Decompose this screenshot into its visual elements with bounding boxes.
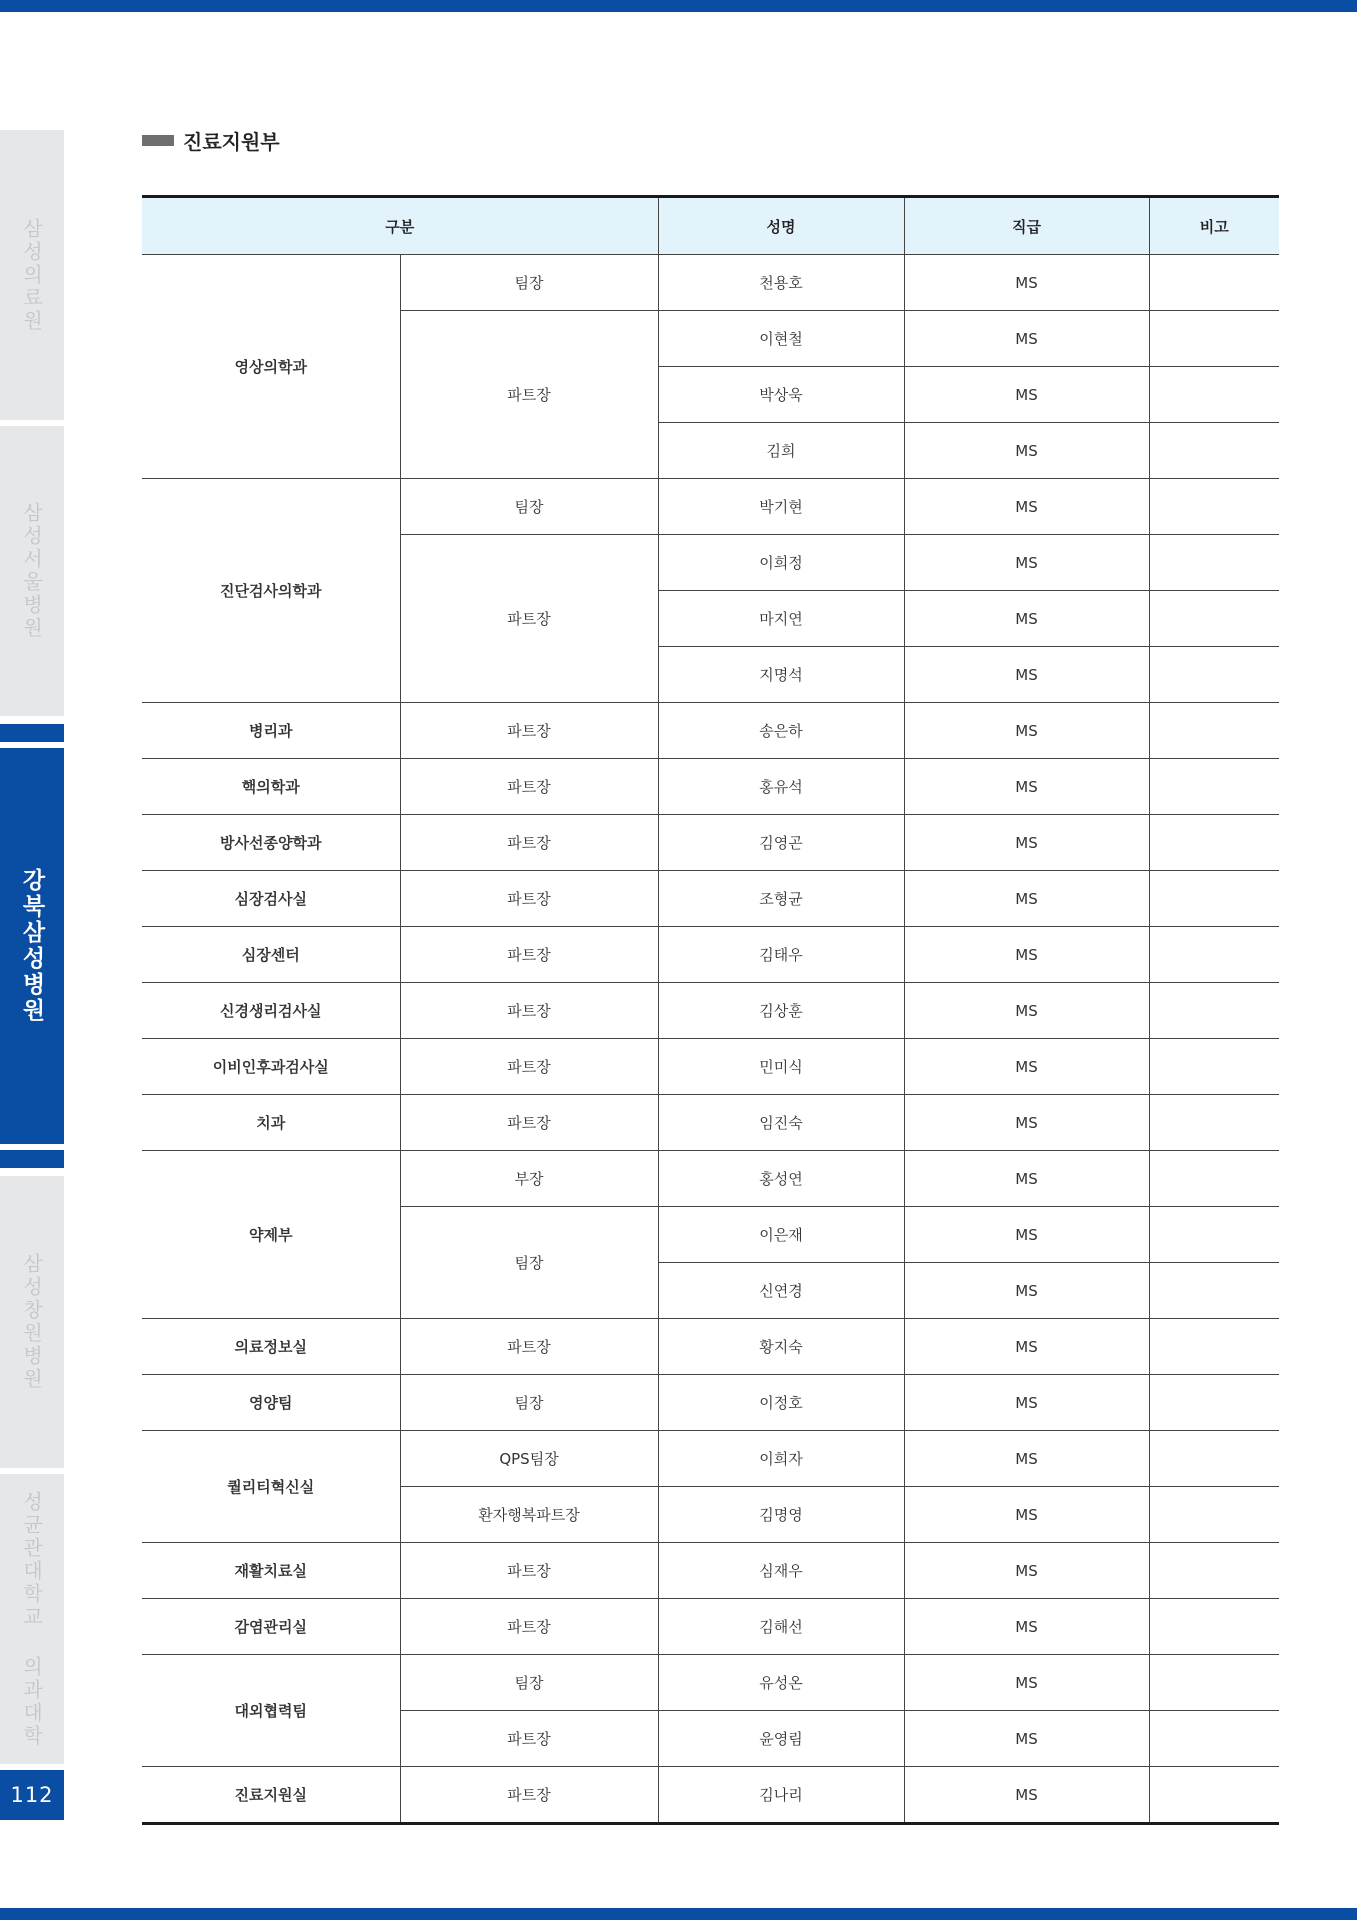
table-row	[142, 479, 1279, 535]
name-cell: 박상욱	[658, 367, 904, 423]
note-cell	[1149, 479, 1279, 535]
table-row	[142, 1543, 1279, 1599]
name-cell: 홍성연	[658, 1151, 904, 1207]
bottom-accent-bar	[0, 1908, 1357, 1920]
name-cell: 이현철	[658, 311, 904, 367]
table-row	[142, 815, 1279, 871]
grade-cell: MS	[904, 367, 1149, 423]
note-cell	[1149, 1543, 1279, 1599]
role-cell: 파트장	[400, 1711, 658, 1767]
department-cell: 병리과	[142, 703, 400, 759]
department-cell: 심장검사실	[142, 871, 400, 927]
name-cell: 홍유석	[658, 759, 904, 815]
table-row	[142, 255, 1279, 311]
note-cell	[1149, 1375, 1279, 1431]
grade-cell: MS	[904, 1319, 1149, 1375]
department-cell: 의료정보실	[142, 1319, 400, 1375]
note-cell	[1149, 1039, 1279, 1095]
grade-cell: MS	[904, 1711, 1149, 1767]
department-cell: 퀄리티혁신실	[142, 1431, 400, 1543]
role-cell: 팀장	[400, 255, 658, 311]
grade-cell: MS	[904, 535, 1149, 591]
grade-cell: MS	[904, 1095, 1149, 1151]
name-cell: 조형균	[658, 871, 904, 927]
grade-cell: MS	[904, 983, 1149, 1039]
role-cell: 파트장	[400, 1543, 658, 1599]
department-cell: 치과	[142, 1095, 400, 1151]
name-cell: 마지연	[658, 591, 904, 647]
role-cell: 팀장	[400, 1375, 658, 1431]
role-cell: 팀장	[400, 479, 658, 535]
name-cell: 김희	[658, 423, 904, 479]
side-tab-samsung-seoul-hospital[interactable]: 삼성서울병원	[0, 426, 64, 716]
active-tab-accent-top	[0, 724, 64, 742]
role-cell: QPS팀장	[400, 1431, 658, 1487]
page-number: 112	[0, 1770, 64, 1820]
department-cell: 진료지원실	[142, 1767, 400, 1824]
role-cell: 파트장	[400, 983, 658, 1039]
name-cell: 김나리	[658, 1767, 904, 1824]
table-row	[142, 983, 1279, 1039]
grade-cell: MS	[904, 759, 1149, 815]
grade-cell: MS	[904, 871, 1149, 927]
grade-cell: MS	[904, 1207, 1149, 1263]
department-cell: 진단검사의학과	[142, 479, 400, 703]
grade-cell: MS	[904, 311, 1149, 367]
note-cell	[1149, 1711, 1279, 1767]
department-cell: 영양팀	[142, 1375, 400, 1431]
header-name: 성명	[658, 197, 904, 255]
name-cell: 김명영	[658, 1487, 904, 1543]
side-tab-kangbuk-samsung-hospital[interactable]: 강북삼성병원	[0, 748, 64, 1144]
section-title: 진료지원부	[183, 130, 280, 154]
grade-cell: MS	[904, 1487, 1149, 1543]
name-cell: 박기현	[658, 479, 904, 535]
name-cell: 윤영림	[658, 1711, 904, 1767]
department-cell: 방사선종양학과	[142, 815, 400, 871]
note-cell	[1149, 927, 1279, 983]
table-row	[142, 1375, 1279, 1431]
role-cell: 파트장	[400, 1599, 658, 1655]
role-cell: 파트장	[400, 1039, 658, 1095]
grade-cell: MS	[904, 1599, 1149, 1655]
department-cell: 감염관리실	[142, 1599, 400, 1655]
name-cell: 이희자	[658, 1431, 904, 1487]
grade-cell: MS	[904, 479, 1149, 535]
note-cell	[1149, 1319, 1279, 1375]
note-cell	[1149, 871, 1279, 927]
department-cell: 이비인후과검사실	[142, 1039, 400, 1095]
note-cell	[1149, 1095, 1279, 1151]
note-cell	[1149, 535, 1279, 591]
name-cell: 이희정	[658, 535, 904, 591]
note-cell	[1149, 1487, 1279, 1543]
side-tab-samsung-changwon-hospital[interactable]: 삼성창원병원	[0, 1176, 64, 1468]
table-row	[142, 1151, 1279, 1207]
name-cell: 김영곤	[658, 815, 904, 871]
name-cell: 심재우	[658, 1543, 904, 1599]
top-accent-bar	[0, 0, 1357, 12]
grade-cell: MS	[904, 927, 1149, 983]
role-cell: 파트장	[400, 759, 658, 815]
header-note: 비고	[1149, 197, 1279, 255]
role-cell: 파트장	[400, 1095, 658, 1151]
grade-cell: MS	[904, 1543, 1149, 1599]
grade-cell: MS	[904, 647, 1149, 703]
note-cell	[1149, 423, 1279, 479]
role-cell: 파트장	[400, 1319, 658, 1375]
department-cell: 핵의학과	[142, 759, 400, 815]
role-cell: 파트장	[400, 311, 658, 479]
name-cell: 민미식	[658, 1039, 904, 1095]
heading-marker-bar	[142, 135, 174, 146]
grade-cell: MS	[904, 591, 1149, 647]
name-cell: 황지숙	[658, 1319, 904, 1375]
name-cell: 지명석	[658, 647, 904, 703]
table-header-row	[142, 197, 1279, 255]
table-row	[142, 1095, 1279, 1151]
grade-cell: MS	[904, 255, 1149, 311]
name-cell: 김상훈	[658, 983, 904, 1039]
grade-cell: MS	[904, 1375, 1149, 1431]
name-cell: 신연경	[658, 1263, 904, 1319]
table-row	[142, 1319, 1279, 1375]
note-cell	[1149, 759, 1279, 815]
grade-cell: MS	[904, 703, 1149, 759]
note-cell	[1149, 1207, 1279, 1263]
role-cell: 파트장	[400, 703, 658, 759]
name-cell: 이정호	[658, 1375, 904, 1431]
header-grade: 직급	[904, 197, 1149, 255]
role-cell: 파트장	[400, 535, 658, 703]
note-cell	[1149, 1599, 1279, 1655]
table-row	[142, 703, 1279, 759]
department-cell: 대외협력팀	[142, 1655, 400, 1767]
department-cell: 심장센터	[142, 927, 400, 983]
note-cell	[1149, 1151, 1279, 1207]
grade-cell: MS	[904, 1431, 1149, 1487]
note-cell	[1149, 983, 1279, 1039]
note-cell	[1149, 647, 1279, 703]
header-category: 구분	[142, 197, 658, 255]
table-row	[142, 1655, 1279, 1711]
staff-roster-table	[142, 195, 1279, 1825]
table-row	[142, 871, 1279, 927]
side-tab-skku-medicine[interactable]: 성균관대학교 의과대학	[0, 1474, 64, 1764]
note-cell	[1149, 255, 1279, 311]
table-row	[142, 1767, 1279, 1824]
role-cell: 팀장	[400, 1655, 658, 1711]
grade-cell: MS	[904, 423, 1149, 479]
section-heading	[142, 126, 280, 155]
table-row	[142, 1039, 1279, 1095]
active-tab-accent-bottom	[0, 1150, 64, 1168]
name-cell: 김해선	[658, 1599, 904, 1655]
role-cell: 파트장	[400, 815, 658, 871]
department-cell: 영상의학과	[142, 255, 400, 479]
name-cell: 유성온	[658, 1655, 904, 1711]
note-cell	[1149, 1655, 1279, 1711]
role-cell: 파트장	[400, 871, 658, 927]
grade-cell: MS	[904, 815, 1149, 871]
role-cell: 부장	[400, 1151, 658, 1207]
note-cell	[1149, 591, 1279, 647]
note-cell	[1149, 1431, 1279, 1487]
note-cell	[1149, 815, 1279, 871]
table-row	[142, 1599, 1279, 1655]
name-cell: 이은재	[658, 1207, 904, 1263]
grade-cell: MS	[904, 1655, 1149, 1711]
role-cell: 파트장	[400, 1767, 658, 1824]
grade-cell: MS	[904, 1767, 1149, 1824]
table-row	[142, 1431, 1279, 1487]
name-cell: 천용호	[658, 255, 904, 311]
role-cell: 파트장	[400, 927, 658, 983]
grade-cell: MS	[904, 1151, 1149, 1207]
department-cell: 약제부	[142, 1151, 400, 1319]
side-tab-samsung-medical-center[interactable]: 삼성의료원	[0, 130, 64, 420]
note-cell	[1149, 311, 1279, 367]
department-cell: 재활치료실	[142, 1543, 400, 1599]
name-cell: 임진숙	[658, 1095, 904, 1151]
table-row	[142, 759, 1279, 815]
note-cell	[1149, 367, 1279, 423]
role-cell: 팀장	[400, 1207, 658, 1319]
note-cell	[1149, 1767, 1279, 1824]
role-cell: 환자행복파트장	[400, 1487, 658, 1543]
table-row	[142, 927, 1279, 983]
grade-cell: MS	[904, 1263, 1149, 1319]
note-cell	[1149, 703, 1279, 759]
name-cell: 김태우	[658, 927, 904, 983]
grade-cell: MS	[904, 1039, 1149, 1095]
note-cell	[1149, 1263, 1279, 1319]
name-cell: 송은하	[658, 703, 904, 759]
department-cell: 신경생리검사실	[142, 983, 400, 1039]
